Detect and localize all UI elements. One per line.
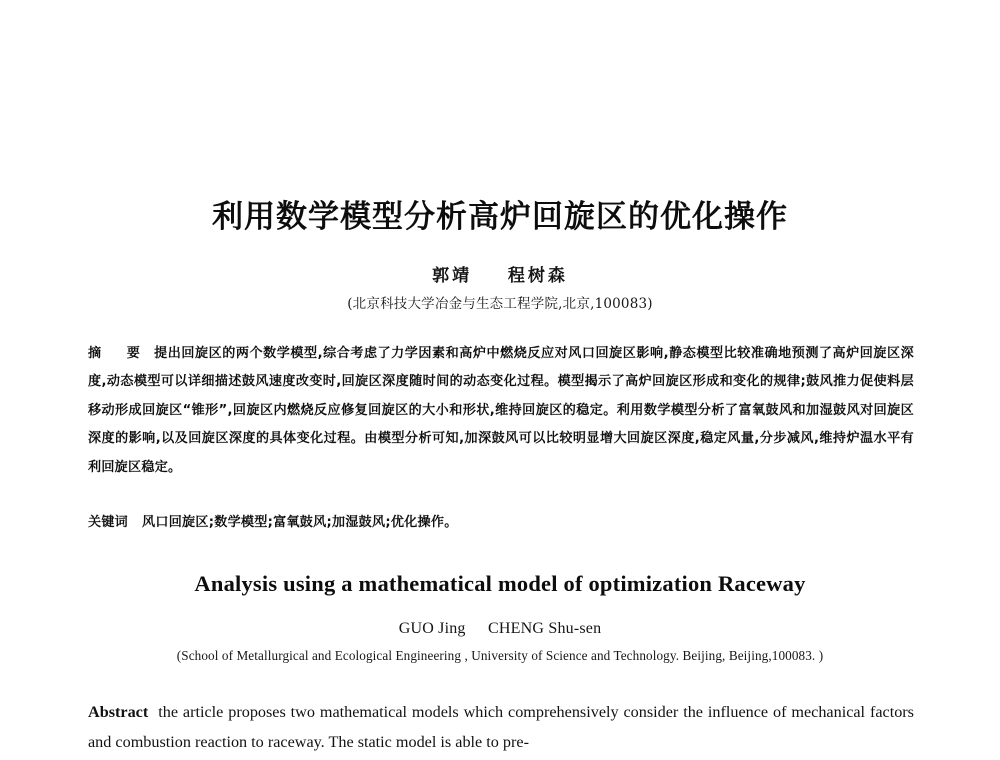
- abstract-label-chinese: 摘 要: [88, 346, 147, 361]
- keywords-chinese: [88, 509, 914, 537]
- author-name-chinese-1: 郭靖: [432, 266, 473, 286]
- abstract-english: [88, 697, 914, 757]
- author-name-chinese-2: 程树森: [507, 266, 568, 286]
- abstract-label-english: Abstract: [88, 703, 149, 721]
- affiliation-english: (School of Metallurgical and Ecological Engineering , University of Science and Technology. Beijing, Beijing,100083. ): [176, 648, 824, 663]
- abstract-body-chinese: 提出回旋区的两个数学模型,综合考虑了力学因素和高炉中燃烧反应对风口回旋区影响,静态模型比较准确地预测了高炉回旋区深度,动态模型可以详细描述鼓风速度改变时,回旋区深度随时间的动态变化过程。模型揭示了高炉回旋区形成和变化的规律;鼓风推力促使料层移动形成回旋区“锥形”,回旋区内燃烧反应修复回旋区的大小和形状,维持回旋区的稳定。利用数学模型分析了富氧鼓风和加湿鼓风对回旋区深度的影响,以及回旋区深度的具体变化过程。由模型分析可知,加深鼓风可以比较明显增大回旋区深度,稳定风量,分步减风,维持炉温水平有利回旋区稳定。: [88, 346, 915, 475]
- author-line-chinese: [0, 261, 1000, 286]
- page-title-chinese: 利用数学模型分析高炉回旋区的优化操作: [212, 198, 788, 235]
- author-name-english-1: GUO Jing: [398, 620, 466, 637]
- abstract-chinese: [88, 340, 914, 482]
- affiliation-chinese: (北京科技大学冶金与生态工程学院,北京,100083): [347, 296, 653, 312]
- abstract-body-english: the article proposes two mathematical models which comprehensively consider the influence of mechanical factors and combustion reaction to raceway. The static model is able to pre-: [88, 703, 914, 751]
- keywords-body-chinese: 风口回旋区;数学模型;富氧鼓风;加湿鼓风;优化操作。: [142, 515, 458, 530]
- author-line-english: [0, 620, 1000, 638]
- page-title-english: Analysis using a mathematical model of optimization Raceway: [194, 570, 806, 596]
- keywords-label-chinese: 关键词: [88, 515, 129, 530]
- author-name-english-2: CHENG Shu-sen: [488, 620, 602, 637]
